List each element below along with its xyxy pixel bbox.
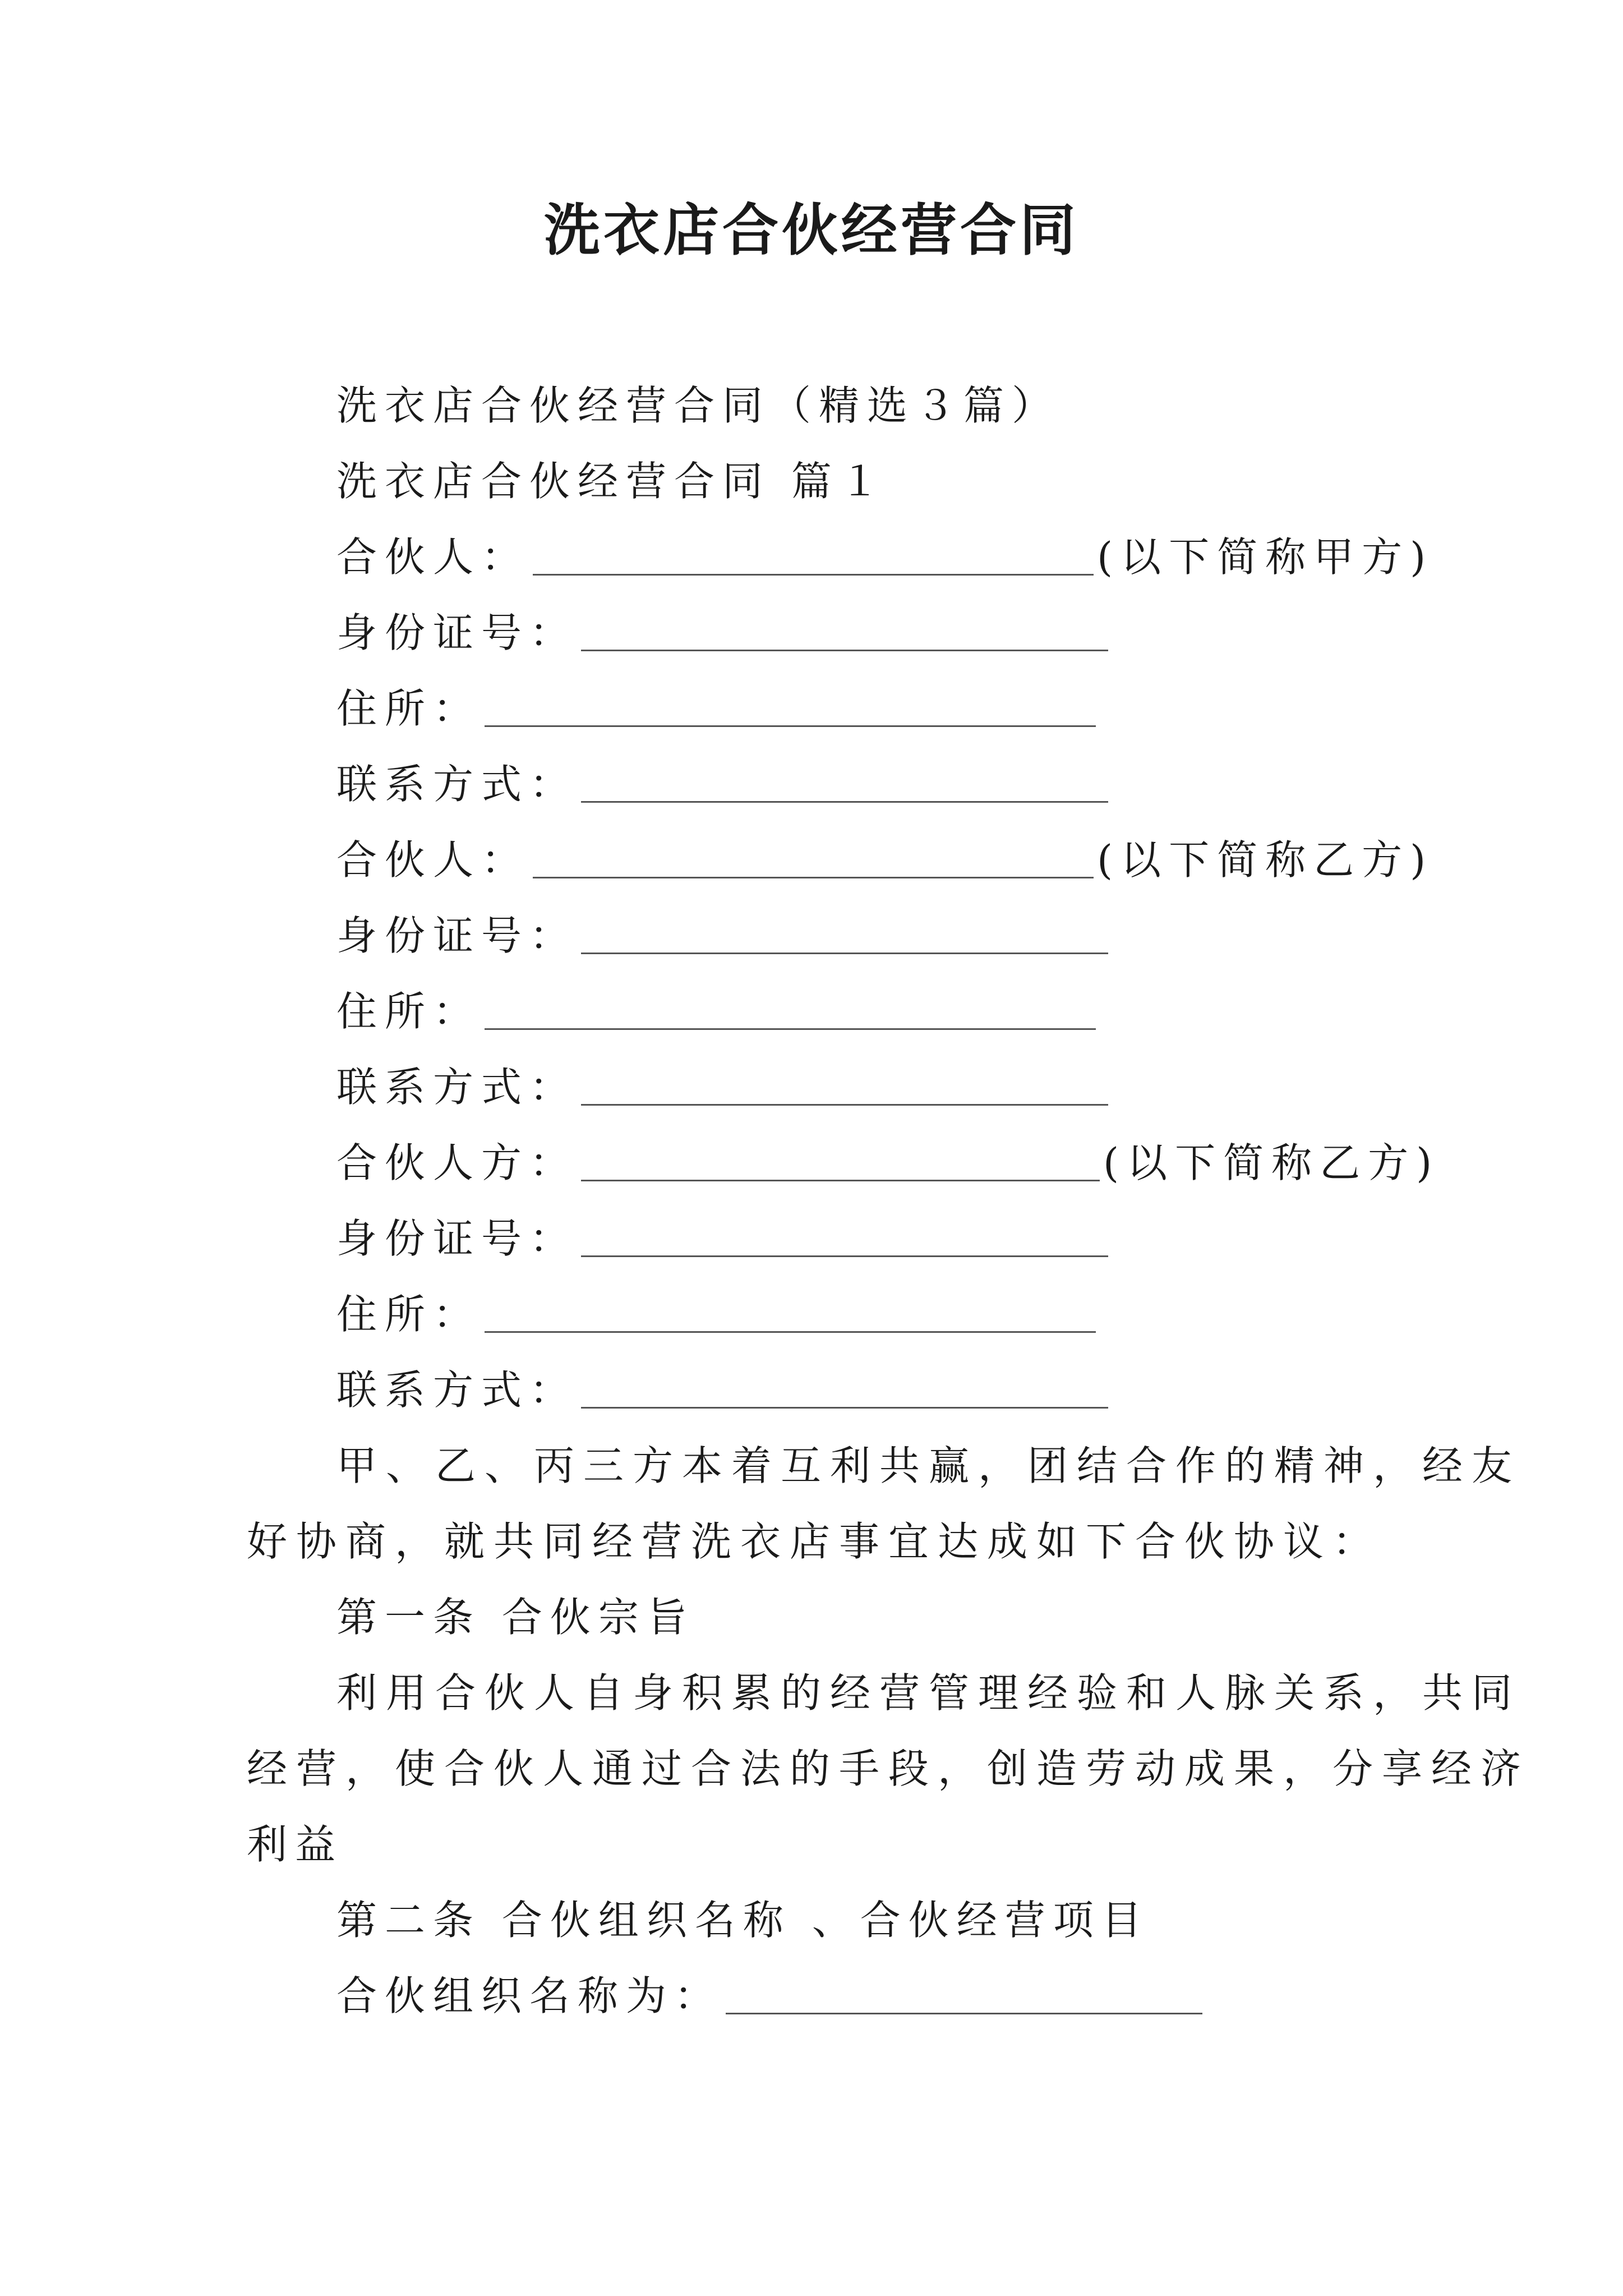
party-a-name-blank[interactable] [533, 540, 1094, 576]
party-b-address-label: 住所： [336, 988, 482, 1035]
party-a-id-blank[interactable] [581, 616, 1108, 651]
party-a-address-blank[interactable] [485, 692, 1096, 727]
party-b-name-blank[interactable] [533, 843, 1094, 878]
party-a-name-suffix: (以下简称甲方) [1097, 533, 1434, 581]
party-c-address-row [336, 1290, 1099, 1338]
party-b-name-label: 合伙人： [336, 836, 530, 884]
party-b-contact-label: 联系方式： [336, 1064, 578, 1111]
org-name-label: 合伙组织名称为： [336, 1972, 723, 2019]
article-1-line-2: 经营，使合伙人通过合法的手段，创造劳动成果，分享经济 [247, 1745, 1530, 1792]
party-a-address-label: 住所： [336, 685, 482, 732]
party-c-name-row [336, 1139, 1440, 1187]
article-1-line-1: 利用合伙人自身积累的经营管理经验和人脉关系，共同 [336, 1669, 1521, 1717]
party-c-id-row [336, 1214, 1112, 1263]
article-1-heading: 第一条 合伙宗旨 [336, 1594, 695, 1641]
article-1-line-3: 利益 [247, 1821, 344, 1868]
document-title: 洗衣店合伙经营合同 [544, 197, 1079, 263]
party-b-id-row [336, 912, 1112, 960]
party-a-id-label: 身份证号： [336, 609, 578, 656]
party-b-contact-blank[interactable] [581, 1070, 1108, 1106]
article-2-heading: 第二条 合伙组织名称 、合伙经营项目 [336, 1897, 1150, 1944]
party-c-name-label: 合伙人方： [336, 1139, 578, 1186]
party-c-contact-label: 联系方式： [336, 1366, 578, 1414]
org-name-row [336, 1972, 1206, 2020]
party-a-address-row [336, 684, 1099, 733]
party-a-id-row [336, 609, 1112, 657]
party-a-name-row [336, 533, 1433, 581]
intro-line-1: 甲、乙、丙三方本着互利共赢，团结合作的精神，经友 [336, 1442, 1521, 1489]
party-a-name-label: 合伙人： [336, 533, 530, 581]
party-a-contact-row [336, 760, 1112, 808]
party-b-id-blank[interactable] [581, 919, 1108, 954]
org-name-blank[interactable] [726, 1979, 1202, 2014]
party-c-id-label: 身份证号： [336, 1215, 578, 1262]
party-c-name-suffix: (以下简称乙方) [1103, 1139, 1440, 1186]
party-b-name-row [336, 836, 1433, 884]
party-b-contact-row [336, 1063, 1112, 1111]
section-heading: 洗衣店合伙经营合同 篇１ [336, 458, 888, 505]
party-b-address-row [336, 987, 1099, 1036]
party-c-name-blank[interactable] [581, 1146, 1100, 1181]
subtitle: 洗衣店合伙经营合同（精选３篇） [336, 382, 1061, 429]
party-c-address-label: 住所： [336, 1291, 482, 1338]
party-b-address-blank[interactable] [485, 995, 1096, 1030]
party-a-contact-blank[interactable] [581, 767, 1108, 803]
party-b-name-suffix: (以下简称乙方) [1097, 836, 1434, 884]
party-c-contact-row [336, 1366, 1112, 1414]
party-c-address-blank[interactable] [485, 1297, 1096, 1333]
party-c-contact-blank[interactable] [581, 1373, 1108, 1409]
party-a-contact-label: 联系方式： [336, 761, 578, 808]
party-c-id-blank[interactable] [581, 1222, 1108, 1257]
intro-line-2: 好协商，就共同经营洗衣店事宜达成如下合伙协议： [247, 1518, 1382, 1565]
party-b-id-label: 身份证号： [336, 912, 578, 959]
